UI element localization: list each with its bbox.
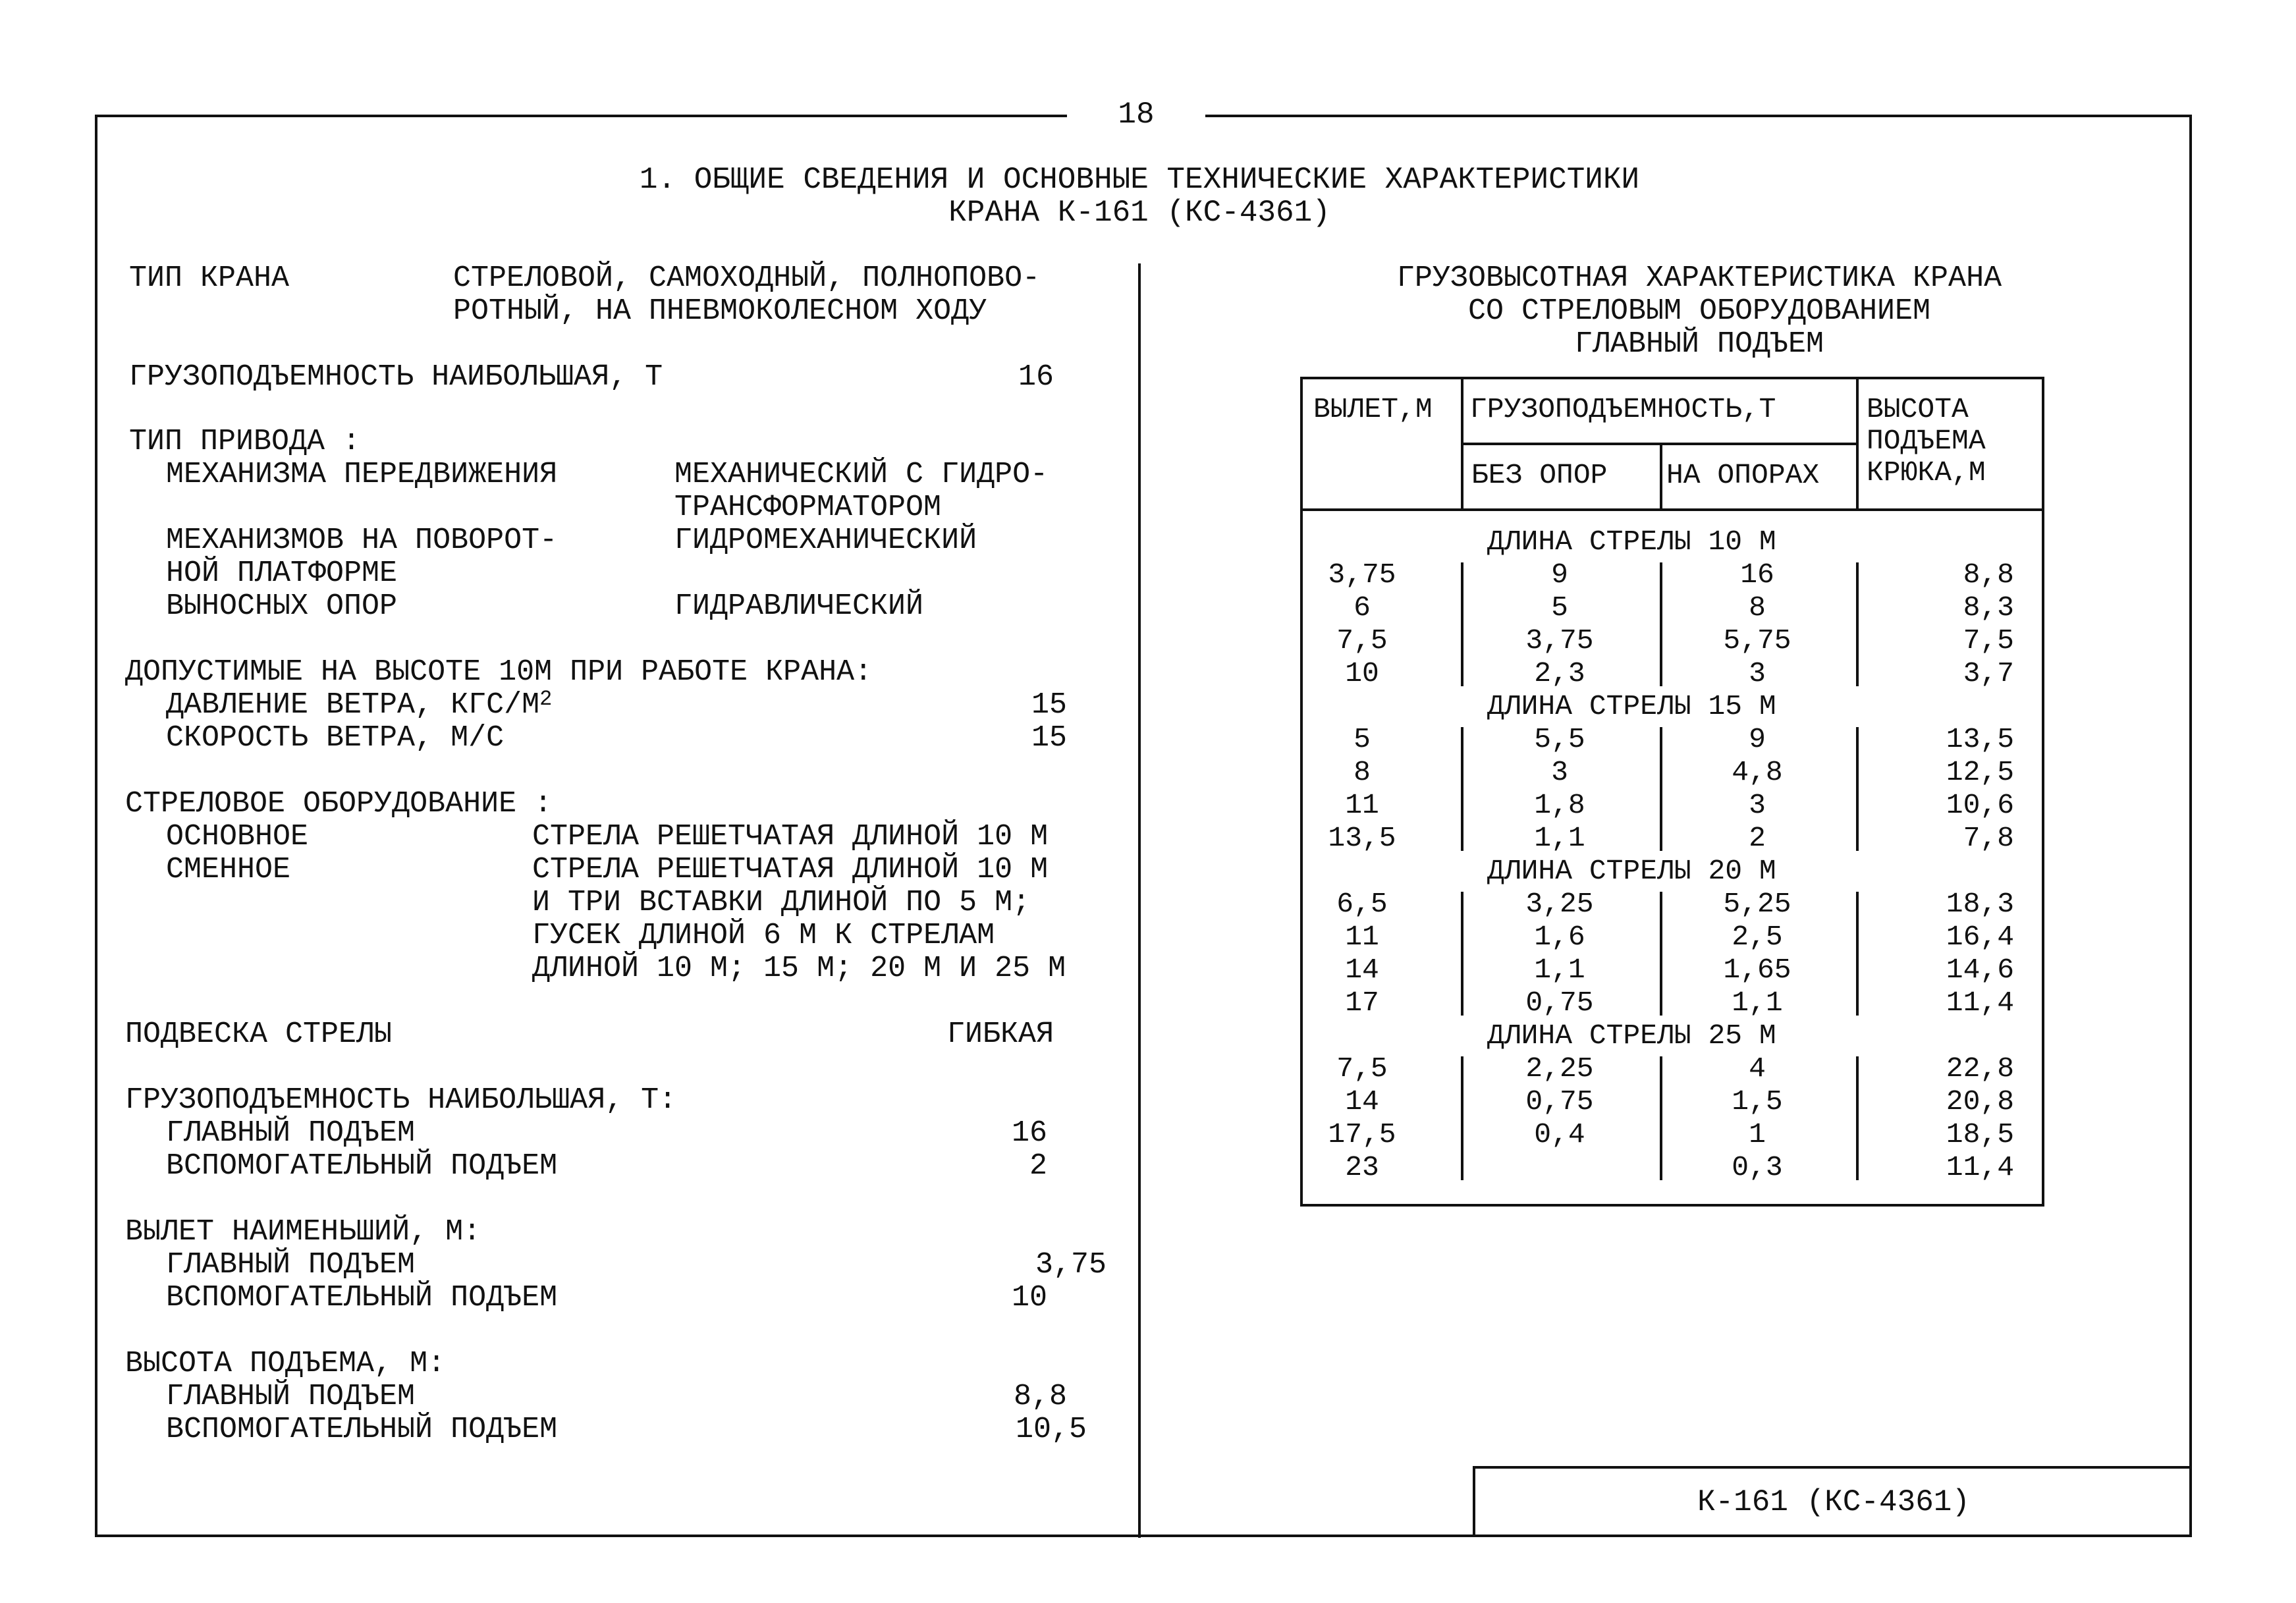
title-line-1: 1. ОБЩИЕ СВЕДЕНИЯ И ОСНОВНЫЕ ТЕХНИЧЕСКИЕ ХАРАКТЕРИСТИКИ (639, 163, 1640, 197)
drive-travel-value-1: МЕХАНИЧЕСКИЙ С ГИДРО- (674, 458, 1049, 491)
group-title: ДЛИНА СТРЕЛЫ 10 М (1487, 526, 1776, 558)
header-height-1: ВЫСОТА (1867, 393, 1969, 425)
header-height-2: ПОДЪЕМА (1867, 425, 1986, 457)
crane-type-value-1: СТРЕЛОВОЙ, САМОХОДНЫЙ, ПОЛНОПОВО- (453, 261, 1041, 295)
cell-capacity-on-outriggers: 8 (1749, 591, 1766, 624)
cell-reach: 6 (1353, 591, 1371, 624)
cell-capacity-no-outriggers: 5 (1551, 591, 1568, 624)
cell-capacity-no-outriggers: 2,25 (1525, 1052, 1594, 1085)
cell-capacity-no-outriggers: 0,75 (1525, 987, 1594, 1019)
cell-capacity-on-outriggers: 1 (1749, 1118, 1766, 1151)
cell-capacity-on-outriggers: 3 (1749, 657, 1766, 690)
drive-label: ТИП ПРИВОДА : (129, 425, 361, 458)
wind-label (125, 656, 872, 689)
cell-capacity-on-outriggers: 5,25 (1723, 888, 1791, 920)
title-block-stamp (1473, 1466, 2192, 1537)
cell-hook-height: 7,8 (1963, 822, 2014, 854)
load-height-table (1300, 377, 2044, 1207)
boom-alt-value-1: СТРЕЛА РЕШЕТЧАТАЯ ДЛИНОЙ 10 М (532, 853, 1049, 886)
cell-hook-height: 11,4 (1946, 987, 2014, 1019)
cell-hook-height: 16,4 (1946, 921, 2014, 953)
cell-reach: 3,75 (1328, 558, 1396, 591)
cell-hook-height: 14,6 (1946, 954, 2014, 986)
body-divider (1461, 562, 1463, 686)
wind-label-b: М ПРИ РАБОТЕ КРАНА: (534, 655, 873, 689)
cell-reach: 17,5 (1328, 1118, 1396, 1151)
wind-speed-label: СКОРОСТЬ ВЕТРА, М/С (166, 721, 505, 755)
cell-hook-height: 12,5 (1946, 756, 2014, 788)
cell-reach: 14 (1345, 1085, 1379, 1118)
cell-reach: 7,5 (1336, 624, 1388, 657)
lift-height-aux: 10,5 (1015, 1413, 1087, 1446)
cell-reach: 23 (1345, 1151, 1379, 1183)
table-caption (1238, 262, 2160, 361)
title-line-2: КРАНА К-161 (КС-4361) (948, 196, 1330, 230)
cell-capacity-on-outriggers: 4,8 (1732, 756, 1783, 788)
header-no-outriggers: БЕЗ ОПОР (1471, 459, 1608, 491)
cell-hook-height: 18,3 (1946, 888, 2014, 920)
boom-alt-value-3: ГУСЕК ДЛИНОЙ 6 М К СТРЕЛАМ (532, 919, 995, 952)
body-divider (1461, 1056, 1463, 1180)
cell-capacity-on-outriggers: 1,65 (1723, 954, 1791, 986)
header-capacity: ГРУЗОПОДЪЕМНОСТЬ,Т (1470, 393, 1776, 425)
boom-main-value: СТРЕЛА РЕШЕТЧАТАЯ ДЛИНОЙ 10 М (532, 820, 1049, 854)
cell-hook-height: 18,5 (1946, 1118, 2014, 1151)
body-divider (1660, 1056, 1662, 1180)
crane-type-label: ТИП КРАНА (129, 261, 290, 295)
drive-outriggers-label: ВЫНОСНЫХ ОПОР (166, 589, 398, 623)
body-divider (1856, 562, 1859, 686)
min-reach-main: 3,75 (1035, 1248, 1107, 1282)
lift-height-label: ВЫСОТА ПОДЪЕМА, М: (125, 1347, 446, 1380)
body-divider (1856, 727, 1859, 851)
cell-capacity-on-outriggers: 16 (1740, 558, 1774, 591)
body-divider (1856, 892, 1859, 1016)
table-caption-2: СО СТРЕЛОВЫМ ОБОРУДОВАНИЕМ (1467, 294, 1931, 328)
table-caption-1: ГРУЗОВЫСОТНАЯ ХАРАКТЕРИСТИКА КРАНА (1396, 261, 2002, 295)
boom-label: СТРЕЛОВОЕ ОБОРУДОВАНИЕ : (125, 787, 553, 821)
header-bottom-rule (1303, 508, 2042, 511)
header-on-outriggers: НА ОПОРАХ (1666, 459, 1820, 491)
boom-main-label: ОСНОВНОЕ (166, 820, 309, 854)
cell-reach: 7,5 (1336, 1052, 1388, 1085)
wind-pressure-value: 15 (1031, 688, 1067, 722)
cell-capacity-no-outriggers: 2,3 (1534, 657, 1585, 690)
group-title: ДЛИНА СТРЕЛЫ 15 М (1487, 690, 1776, 722)
cell-reach: 17 (1345, 987, 1379, 1019)
cell-capacity-on-outriggers: 5,75 (1723, 624, 1791, 657)
cell-capacity-no-outriggers: 3,75 (1525, 624, 1594, 657)
cell-capacity-no-outriggers: 0,4 (1534, 1118, 1585, 1151)
cell-capacity-on-outriggers: 4 (1749, 1052, 1766, 1085)
min-reach-main-label: ГЛАВНЫЙ ПОДЪЕМ (166, 1248, 416, 1282)
boom-alt-value-4: ДЛИНОЙ 10 М; 15 М; 20 М И 25 М (532, 952, 1066, 985)
cell-reach: 8 (1353, 756, 1371, 788)
cell-capacity-on-outriggers: 9 (1749, 723, 1766, 755)
cell-capacity-no-outriggers: 3,25 (1525, 888, 1594, 920)
drive-outriggers-value: ГИДРАВЛИЧЕСКИЙ (674, 589, 924, 623)
cell-capacity-no-outriggers: 3 (1551, 756, 1568, 788)
suspension-label: ПОДВЕСКА СТРЕЛЫ (125, 1018, 393, 1051)
cell-reach: 13,5 (1328, 822, 1396, 854)
max-capacity-main-label: ГЛАВНЫЙ ПОДЪЕМ (166, 1116, 416, 1150)
body-divider (1660, 727, 1662, 851)
cell-hook-height: 22,8 (1946, 1052, 2014, 1085)
cell-hook-height: 11,4 (1946, 1151, 2014, 1183)
cell-hook-height: 8,8 (1963, 558, 2014, 591)
cell-capacity-no-outriggers: 1,6 (1534, 921, 1585, 953)
boom-alt-label: СМЕННОЕ (166, 853, 291, 886)
max-capacity-aux: 2 (1029, 1149, 1047, 1183)
cell-reach: 6,5 (1336, 888, 1388, 920)
cell-capacity-on-outriggers: 2 (1749, 822, 1766, 854)
drive-travel-value-2: ТРАНСФОРМАТОРОМ (674, 491, 942, 524)
wind-pressure-text: ДАВЛЕНИЕ ВЕТРА, КГС/М (166, 688, 540, 722)
cell-capacity-no-outriggers: 1,1 (1534, 822, 1585, 854)
cell-capacity-on-outriggers: 3 (1749, 789, 1766, 821)
cell-hook-height: 3,7 (1963, 657, 2014, 690)
cell-capacity-no-outriggers: 0,75 (1525, 1085, 1594, 1118)
cell-capacity-no-outriggers: 1,1 (1534, 954, 1585, 986)
wind-speed-value: 15 (1031, 721, 1067, 755)
header-divider-1 (1461, 379, 1463, 508)
cell-reach: 14 (1345, 954, 1379, 986)
lift-height-aux-label: ВСПОМОГАТЕЛЬНЫЙ ПОДЪЕМ (166, 1413, 558, 1446)
crane-type-value-2: РОТНЫЙ, НА ПНЕВМОКОЛЕСНОМ ХОДУ (453, 294, 987, 328)
body-divider (1461, 892, 1463, 1016)
body-divider (1660, 562, 1662, 686)
suspension-value: ГИБКАЯ (946, 1018, 1054, 1051)
body-divider (1660, 892, 1662, 1016)
min-reach-label: ВЫЛЕТ НАИМЕНЬШИЙ, М: (125, 1215, 481, 1249)
cell-capacity-no-outriggers: 9 (1551, 558, 1568, 591)
cell-capacity-on-outriggers: 1,1 (1732, 987, 1783, 1019)
header-height-3: КРЮКА,М (1867, 456, 1986, 489)
table-caption-3: ГЛАВНЫЙ ПОДЪЕМ (1574, 327, 1824, 361)
max-capacity-aux-label: ВСПОМОГАТЕЛЬНЫЙ ПОДЪЕМ (166, 1149, 558, 1183)
cell-hook-height: 7,5 (1963, 624, 2014, 657)
header-divider-2 (1660, 443, 1662, 508)
cell-capacity-on-outriggers: 1,5 (1732, 1085, 1783, 1118)
cell-hook-height: 8,3 (1963, 591, 2014, 624)
group-title: ДЛИНА СТРЕЛЫ 25 М (1487, 1019, 1776, 1052)
drive-platform-label-2: НОЙ ПЛАТФОРМЕ (166, 557, 398, 590)
cell-capacity-no-outriggers: 1,8 (1534, 789, 1585, 821)
column-divider (1138, 263, 1141, 1538)
stamp-text: К-161 (КС-4361) (1697, 1485, 1971, 1519)
cell-hook-height: 20,8 (1946, 1085, 2014, 1118)
cell-reach: 11 (1345, 789, 1379, 821)
drive-platform-label-1: МЕХАНИЗМОВ НА ПОВОРОТ- (166, 524, 558, 557)
cell-reach: 5 (1353, 723, 1371, 755)
wind-pressure-label (166, 689, 552, 722)
cell-capacity-no-outriggers: 5,5 (1534, 723, 1585, 755)
body-divider (1856, 1056, 1859, 1180)
cell-hook-height: 10,6 (1946, 789, 2014, 821)
capacity-value: 16 (1018, 360, 1054, 394)
cell-reach: 10 (1345, 657, 1379, 690)
header-reach: ВЫЛЕТ,М (1313, 393, 1433, 425)
max-capacity-main: 16 (1011, 1116, 1047, 1150)
capacity-label: ГРУЗОПОДЪЕМНОСТЬ НАИБОЛЬШАЯ, Т (129, 360, 663, 394)
cell-capacity-on-outriggers: 0,3 (1732, 1151, 1783, 1183)
wind-pressure-sup: 2 (539, 687, 553, 711)
boom-alt-value-2: И ТРИ ВСТАВКИ ДЛИНОЙ ПО 5 М; (532, 886, 1031, 919)
section-title (263, 163, 2015, 229)
group-title: ДЛИНА СТРЕЛЫ 20 М (1487, 855, 1776, 887)
drive-platform-value: ГИДРОМЕХАНИЧЕСКИЙ (674, 524, 977, 557)
wind-label-a: ДОПУСТИМЫЕ НА ВЫСОТЕ 10 (125, 655, 535, 689)
max-capacity-label: ГРУЗОПОДЪЕМНОСТЬ НАИБОЛЬШАЯ, Т: (125, 1083, 677, 1117)
min-reach-aux-label: ВСПОМОГАТЕЛЬНЫЙ ПОДЪЕМ (166, 1281, 558, 1315)
header-divider-3 (1856, 379, 1859, 508)
lift-height-main-label: ГЛАВНЫЙ ПОДЪЕМ (166, 1380, 416, 1413)
drive-travel-label: МЕХАНИЗМА ПЕРЕДВИЖЕНИЯ (166, 458, 558, 491)
cell-hook-height: 13,5 (1946, 723, 2014, 755)
min-reach-aux: 10 (1011, 1281, 1047, 1315)
lift-height-main: 8,8 (1013, 1380, 1067, 1413)
cell-reach: 11 (1345, 921, 1379, 953)
body-divider (1461, 727, 1463, 851)
cell-capacity-on-outriggers: 2,5 (1732, 921, 1783, 953)
page-number: 18 (1067, 97, 1205, 132)
